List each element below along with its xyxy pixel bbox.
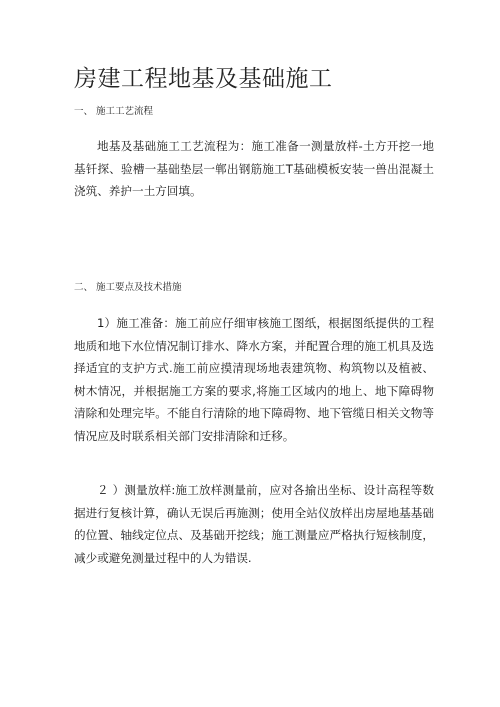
paragraph-process-flow: 地基及基础施工工艺流程为：施工准备一测量放样-土方开挖一地基钎探、验槽一基础垫层一郸出钢筋施工T基础模板安装一兽出混凝土浇筑、养护一土方回填。 xyxy=(74,139,434,198)
section-heading-key-points: 二、 施工要点及技术措施 xyxy=(74,282,182,293)
document-title: 房建工程地基及基础施工 xyxy=(74,66,333,92)
paragraph-survey-layout: ２ ）测量放样:施工放样测量前，应对各揄出坐标、设计高程等数据进行复核计算，确认无误后再施测；使用全站仪放样出房屋地基基础的位置、轴线定位点、及基础开挖线；施工测量应严格执行短核制度，减少或避免测量过程中的人为错误. xyxy=(74,483,434,565)
section-heading-process: 一、 施工工艺流程 xyxy=(74,106,154,117)
paragraph-construction-preparation: 1）施工准备：施工前应仔细审核施工图纸，根据图纸提供的工程地质和地下水位情况制订排水、降水方案，并配置合理的施工机具及选择适宜的支护方式.施工前应摸清现场地表建筑物、构筑物以及植被、树木情况，并根据施工方案的要求,将施工区域内的地上、地下障碍物清除和处理完毕。不能自行清除的地下障碍物、地下管缆日相关文物等情况应及时联系相关部门安排清除和迁移。 xyxy=(74,316,434,443)
